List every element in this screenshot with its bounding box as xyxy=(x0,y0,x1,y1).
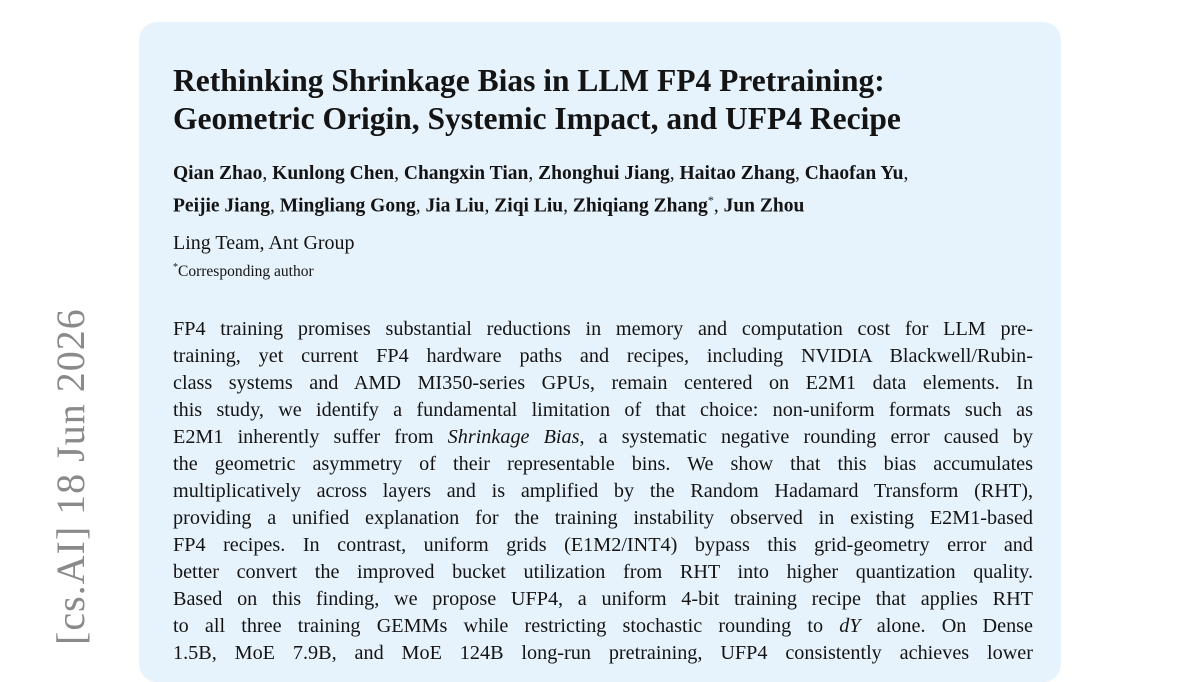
abstract-line xyxy=(173,613,1033,640)
affiliation: Ling Team, Ant Group xyxy=(173,231,355,254)
author: Zhiqiang Zhang xyxy=(572,195,708,217)
abstract xyxy=(173,316,1033,667)
title-line-2: Geometric Origin, Systemic Impact, and UFP4 Recipe xyxy=(173,101,901,136)
author: Jun Zhou xyxy=(723,195,805,217)
author-list xyxy=(173,160,1033,220)
author: Kunlong Chen xyxy=(272,163,395,184)
author: Peijie Jiang xyxy=(173,195,270,217)
abstract-emphasis: Shrinkage Bias xyxy=(447,425,580,448)
abstract-text: E2M1 inherently suffer from xyxy=(173,425,448,448)
abstract-line: better convert the improved bucket utilization from RHT into higher quantization quality. xyxy=(173,560,1033,583)
author: Ziqi Liu xyxy=(494,195,564,217)
abstract-math: dY xyxy=(839,614,861,637)
paper-header xyxy=(173,62,1033,667)
author: Haitao Zhang xyxy=(679,163,795,184)
author: Chaofan Yu xyxy=(804,163,904,184)
paper-title xyxy=(173,62,1033,138)
author: Changxin Tian xyxy=(403,163,529,184)
corresponding-mark: * xyxy=(707,193,714,207)
corresponding-note-text: Corresponding author xyxy=(178,262,314,280)
abstract-line: Based on this finding, we propose UFP4, a uniform 4-bit training recipe that applies RHT xyxy=(173,587,1033,610)
author: Jia Liu xyxy=(425,195,485,217)
author: Mingliang Gong xyxy=(279,195,416,217)
title-line-1: Rethinking Shrinkage Bias in LLM FP4 Pretraining: xyxy=(173,63,885,98)
abstract-line: providing a unified explanation for the training instability observed in existing E2M1-based xyxy=(173,506,1033,529)
abstract-line: class systems and AMD MI350-series GPUs, remain centered on E2M1 data elements. In xyxy=(173,371,1033,394)
abstract-line: FP4 recipes. In contrast, uniform grids (E1M2/INT4) bypass this grid-geometry error and xyxy=(173,533,1033,556)
abstract-line: this study, we identify a fundamental limitation of that choice: non-uniform formats such as xyxy=(173,398,1033,421)
abstract-line: 1.5B, MoE 7.9B, and MoE 124B long-run pretraining, UFP4 consistently achieves lower xyxy=(173,641,1033,664)
author: Zhonghui Jiang xyxy=(538,163,670,184)
corresponding-note-mark: * xyxy=(173,261,178,273)
authors-line-2: Peijie Jiang, Mingliang Gong, Jia Liu, Ziqi Liu, Zhiqiang Zhang*, Jun Zhou xyxy=(173,193,805,217)
abstract-line: FP4 training promises substantial reductions in memory and computation cost for LLM pre- xyxy=(173,317,1033,340)
authors-line-1: Qian Zhao, Kunlong Chen, Changxin Tian, Zhonghui Jiang, Haitao Zhang, Chaofan Yu, xyxy=(173,163,909,184)
arxiv-stamp-text: [cs.AI] 18 Jun 2026 xyxy=(48,308,93,645)
abstract-line: training, yet current FP4 hardware paths and recipes, including NVIDIA Blackwell/Rubin- xyxy=(173,344,1033,367)
abstract-line: multiplicatively across layers and is amplified by the Random Hadamard Transform (RHT), xyxy=(173,479,1033,502)
abstract-line: the geometric asymmetry of their representable bins. We show that this bias accumulates xyxy=(173,452,1033,475)
abstract-line xyxy=(173,424,1033,451)
abstract-text: to all three training GEMMs while restricting stochastic rounding to xyxy=(173,614,840,637)
abstract-text: alone. On Dense xyxy=(860,614,1033,637)
author: Qian Zhao xyxy=(173,163,263,184)
corresponding-note xyxy=(173,258,1033,282)
abstract-text: , a systematic negative rounding error caused by xyxy=(579,425,1033,448)
